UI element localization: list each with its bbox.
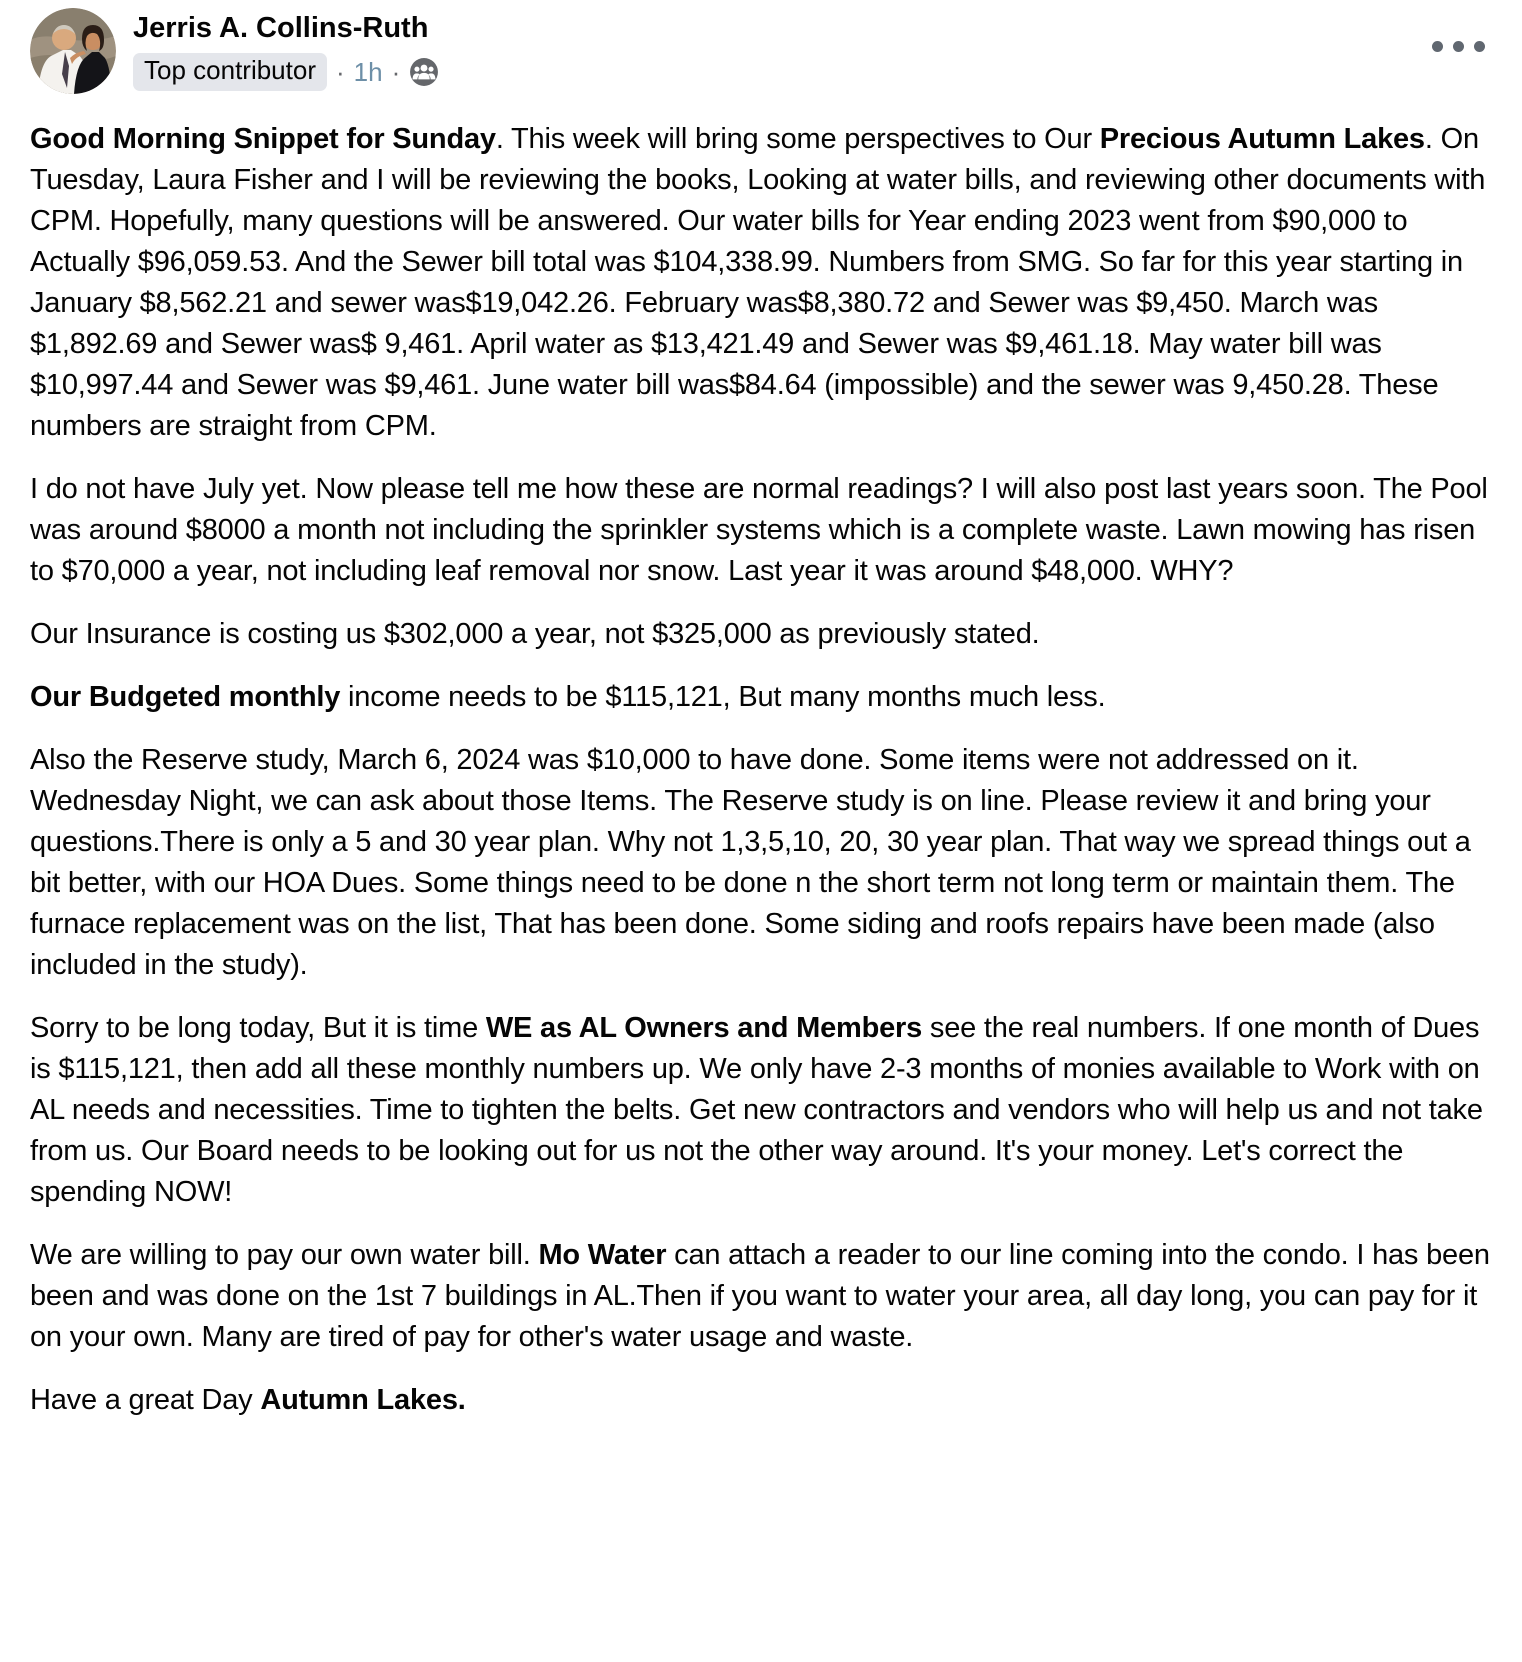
post-text: Have a great Day <box>30 1384 261 1416</box>
post-body <box>0 119 1522 1421</box>
post-paragraph <box>30 677 1492 718</box>
post-header <box>0 0 1522 94</box>
more-options-button[interactable] <box>1427 26 1489 66</box>
ellipsis-more-icon <box>1453 41 1464 52</box>
ellipsis-more-icon <box>1474 41 1485 52</box>
post-text: income needs to be $115,121, But many months much less. <box>340 681 1106 713</box>
post-text: I do not have July yet. Now please tell me how these are normal readings? I will also post last years soon. The Pool was around $8000 a month not including the sprinkler systems which is a complete waste. Lawn mowing has risen to $70,000 a year, not including leaf removal nor snow. Last year it was around $48,000. WHY? <box>30 473 1488 587</box>
avatar[interactable] <box>30 8 116 94</box>
header-info <box>133 8 439 91</box>
post-text: Our Insurance is costing us $302,000 a year, not $325,000 as previously stated. <box>30 618 1040 650</box>
post-paragraph <box>30 469 1492 592</box>
post-text: see the real numbers. If one month of Dues is $115,121, then add all these monthly numbers up. We only have 2-3 months of monies available to Work with on AL needs and necessities. Time to tighten the belts. Get new contractors and vendors who will help us and not take from us. Our Board needs to be looking out for us not the other way around. It's your money. Let's correct the spending NOW! <box>30 1012 1483 1208</box>
post-text: . This week will bring some perspectives to Our <box>495 123 1100 155</box>
meta-separator: · <box>335 56 345 87</box>
post-paragraph <box>30 740 1492 986</box>
post-text: We are willing to pay our own water bill. <box>30 1239 539 1271</box>
post-paragraph <box>30 1008 1492 1213</box>
post-timestamp[interactable]: 1h <box>353 56 383 87</box>
post-text: Also the Reserve study, March 6, 2024 was $10,000 to have done. Some items were not addressed on it. Wednesday Night, we can ask about those Items. The Reserve study is on line. Please review it and bring your questions.There is only a 5 and 30 year plan. Why not 1,3,5,10, 20, 30 year plan. That way we spread things out a bit better, with our HOA Dues. Some things need to be done n the short term not long term or maintain them. The furnace replacement was on the list, That has been done. Some siding and roofs repairs have been made (also included in the study). <box>30 744 1471 981</box>
post-text: . On Tuesday, Laura Fisher and I will be reviewing the books, Looking at water bills, and reviewing other documents with CPM. Hopefully, many questions will be answered. Our water bills for Year ending 2023 went from $90,000 to Actually $96,059.53. And the Sewer bill total was $104,338.99. Numbers from SMG. So far for this year starting in January $8,562.21 and sewer was$19,042.26. February was$8,380.72 and Sewer was $9,450. March was $1,892.69 and Sewer was$ 9,461. April water as $13,421.49 and Sewer was $9,461.18. May water bill was $10,997.44 and Sewer was $9,461. June water bill was$84.64 (impossible) and the sewer was 9,450.28. These numbers are straight from CPM. <box>30 123 1486 442</box>
post-text-bold: WE as AL Owners and Members <box>485 1012 923 1044</box>
post-text: can attach a reader to our line coming into the condo. I has been been and was done on the 1st 7 buildings in AL.Then if you want to water your area, all day long, you can pay for it on your own. Many are tired of pay for other's water usage and waste. <box>30 1239 1490 1353</box>
post-paragraph <box>30 119 1492 447</box>
post-paragraph <box>30 1235 1492 1358</box>
post-text-bold: Our Budgeted monthly <box>30 681 341 713</box>
post-text-bold: Autumn Lakes. <box>260 1384 466 1416</box>
post-text-bold: Mo Water <box>538 1239 667 1271</box>
author-name[interactable]: Jerris A. Collins-Ruth <box>133 12 429 44</box>
top-contributor-badge: Top contributor <box>133 53 327 91</box>
meta-separator: · <box>391 56 401 87</box>
post-text-bold: Good Morning Snippet for Sunday <box>30 123 496 155</box>
post-text: Sorry to be long today, But it is time <box>30 1012 486 1044</box>
group-audience-icon <box>409 57 439 87</box>
post-paragraph <box>30 1380 1492 1421</box>
post-text-bold: Precious Autumn Lakes <box>1099 123 1425 155</box>
ellipsis-more-icon <box>1432 41 1443 52</box>
post-meta-row <box>133 53 439 91</box>
post-paragraph <box>30 614 1492 655</box>
profile-photo-couple <box>30 8 116 94</box>
